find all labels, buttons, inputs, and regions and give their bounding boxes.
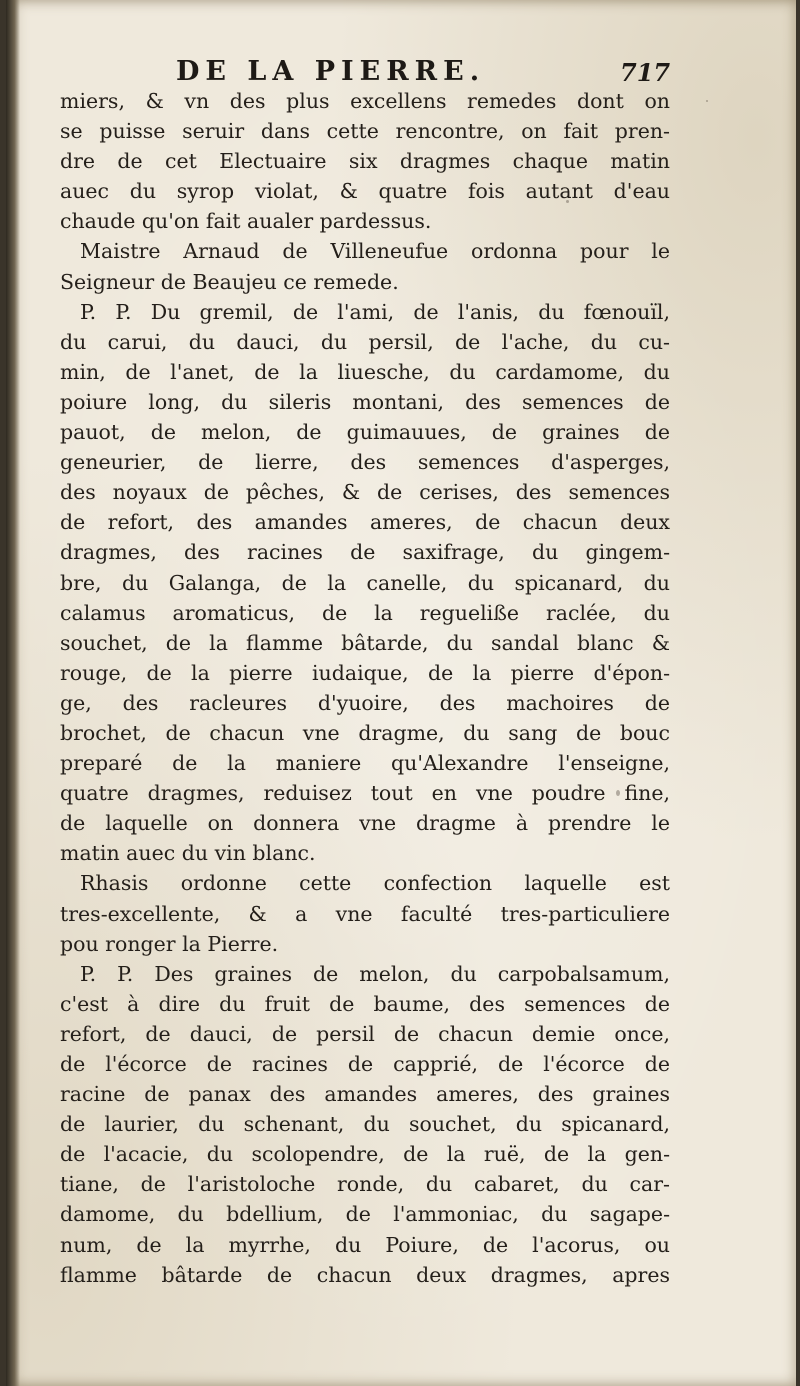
text-line: du carui, du dauci, du persil, de l'ache, du cu-: [60, 329, 670, 354]
ink-speck: [566, 200, 569, 203]
text-line: de l'écorce de racines de capprié, de l'écorce de: [60, 1052, 670, 1076]
text-line: de laurier, du schenant, du souchet, du spicanard,: [60, 1112, 670, 1137]
text-line: flamme bâtarde de chacun deux dragmes, apres: [60, 1262, 670, 1287]
page-gutter: [6, 0, 20, 1386]
text-line: preparé de la maniere qu'Alexandre l'enseigne,: [60, 751, 670, 776]
text-line: calamus aromaticus, de la regueliße raclée, du: [60, 600, 670, 625]
text-line: c'est à dire du fruit de baume, des semences de: [60, 991, 670, 1016]
text-line: P. P. Du gremil, de l'ami, de l'anis, du fœnouïl,: [80, 299, 670, 324]
ink-speck: [706, 100, 708, 102]
text-line: de laquelle on donnera vne dragme à prendre le: [60, 811, 670, 836]
text-line: num, de la myrrhe, du Poiure, de l'acorus, ou: [60, 1232, 670, 1257]
text-line: ge, des racleures d'yuoire, des machoires de: [60, 690, 670, 715]
text-line: chaude qu'on fait aualer pardessus.: [60, 209, 432, 234]
book-page: [6, 0, 796, 1386]
text-line: Maistre Arnaud de Villeneufue ordonna pour le: [80, 239, 670, 264]
text-line: refort, de dauci, de persil de chacun demie once,: [60, 1021, 670, 1046]
text-line: bre, du Galanga, de la canelle, du spicanard, du: [60, 570, 670, 595]
ink-speck: [616, 790, 620, 796]
body-text: [60, 86, 670, 1290]
text-line: de refort, des amandes ameres, de chacun deux: [60, 510, 670, 535]
text-line: auec du syrop violat, & quatre fois autant d'eau: [60, 179, 670, 204]
text-line: dre de cet Electuaire six dragmes chaque matin: [60, 149, 670, 174]
text-line: des noyaux de pêches, & de cerises, des semences: [60, 480, 670, 505]
text-line: geneurier, de lierre, des semences d'asperges,: [60, 450, 670, 475]
running-title: DE LA PIERRE.: [176, 56, 486, 87]
text-line: dragmes, des racines de saxifrage, du gingem-: [60, 540, 670, 565]
text-line: tres-excellente, & a vne faculté tres-particuliere: [60, 901, 670, 926]
text-line: poiure long, du sileris montani, des semences de: [60, 389, 670, 414]
text-line: quatre dragmes, reduisez tout en vne poudre fine,: [60, 781, 670, 806]
text-line: damome, du bdellium, de l'ammoniac, du sagape-: [60, 1202, 670, 1227]
text-line: racine de panax des amandes ameres, des graines: [60, 1082, 670, 1107]
text-line: Seigneur de Beaujeu ce remede.: [60, 269, 399, 294]
text-line: tiane, de l'aristoloche ronde, du cabaret, du car-: [60, 1172, 670, 1197]
text-line: miers, & vn des plus excellens remedes dont on: [60, 89, 670, 113]
text-line: P. P. Des graines de melon, du carpobalsamum,: [80, 961, 670, 986]
text-line: min, de l'anet, de la liuesche, du cardamome, du: [60, 359, 670, 384]
text-line: brochet, de chacun vne dragme, du sang de bouc: [60, 720, 670, 745]
text-line: de l'acacie, du scolopendre, de la ruë, de la gen-: [60, 1142, 670, 1167]
text-line: matin auec du vin blanc.: [60, 841, 316, 866]
text-line: rouge, de la pierre iudaique, de la pierre d'épon-: [60, 660, 670, 685]
text-line: pou ronger la Pierre.: [60, 931, 279, 956]
page-number: 717: [620, 58, 671, 87]
text-line: se puisse seruir dans cette rencontre, on fait pren-: [60, 119, 670, 144]
text-line: Rhasis ordonne cette confection laquelle est: [80, 871, 670, 896]
text-line: souchet, de la flamme bâtarde, du sandal blanc &: [60, 630, 670, 655]
text-line: pauot, de melon, de guimauues, de graines de: [60, 420, 670, 445]
